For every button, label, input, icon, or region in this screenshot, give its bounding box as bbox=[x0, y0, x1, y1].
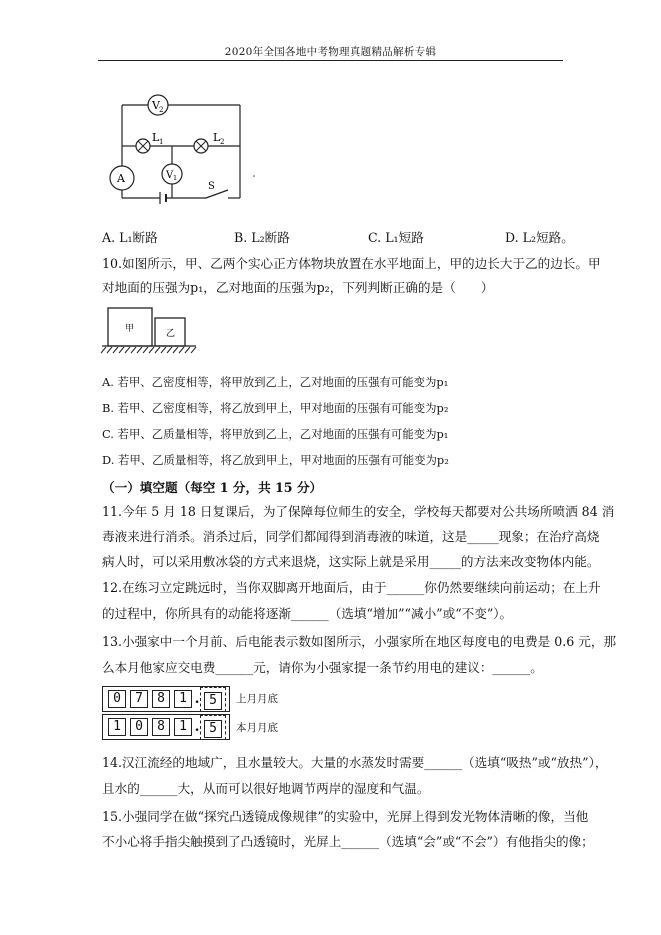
q10-line-2: 对地面的压强为p₁，乙对地面的压强为p₂，下列判断正确的是（ ） bbox=[102, 280, 494, 295]
meter-last-month bbox=[102, 686, 230, 712]
meter-decimal-frame bbox=[200, 715, 226, 740]
lamp-l1 bbox=[136, 131, 163, 153]
q10-line-1: 10.如图所示，甲、乙两个实心正方体物块放置在水平地面上，甲的边长大于乙的边长。甲 bbox=[102, 256, 601, 271]
ammeter-label: A bbox=[117, 172, 125, 185]
q10-option-b: B. 若甲、乙密度相等，将乙放到甲上，甲对地面的压强有可能变为p₂ bbox=[102, 401, 449, 415]
l2-sub: 2 bbox=[220, 138, 225, 146]
decimal-point: . bbox=[194, 691, 200, 707]
meter-this-month-label: 本月月底 bbox=[236, 722, 278, 734]
meter-digit: 7 bbox=[130, 690, 148, 708]
l1-label: L bbox=[152, 131, 160, 144]
block-b-label: 乙 bbox=[166, 329, 176, 339]
meter-digit: 0 bbox=[108, 690, 126, 708]
q13-line-1: 13.小强家中一个月前、后电能表示数如图所示，小强家所在地区每度电的电费是 0.6 元，那 bbox=[102, 634, 617, 649]
q14-line-1: 14.汉江流经的地域广，且水量较大。大量的水蒸发时需要______（选填“吸热”或“放热”）， bbox=[102, 755, 608, 770]
l2-label: L bbox=[213, 131, 221, 144]
block-a-label: 甲 bbox=[125, 324, 135, 334]
decimal-point: . bbox=[194, 719, 200, 735]
q11-line-1: 11.今年 5 月 18 日复课后，为了保障每位师生的安全，学校每天都要对公共场所喷洒 84 消 bbox=[102, 504, 615, 519]
lamp-l2 bbox=[194, 131, 224, 153]
voltmeter-v2 bbox=[148, 95, 168, 115]
meter-last-month-label: 上月月底 bbox=[236, 693, 278, 705]
q9-option-c: C. L₁短路 bbox=[368, 230, 424, 245]
header-rule bbox=[98, 60, 563, 61]
blocks-figure bbox=[100, 306, 200, 358]
q13-line-2: 么本月他家应交电费______元，请你为小强家提一条节约用电的建议：______。 bbox=[102, 660, 543, 675]
meter-digit: 8 bbox=[152, 718, 170, 736]
switch-label: S bbox=[208, 181, 215, 192]
q9-option-b: B. L₂断路 bbox=[234, 230, 290, 245]
meter-decimal-digit: 5 bbox=[204, 720, 222, 738]
q15-line-1: 15.小强同学在做“探究凸透镜成像规律”的实验中，光屏上得到发光物体清晰的像，当他 bbox=[102, 809, 589, 824]
meter-decimal-frame bbox=[200, 687, 226, 712]
ammeter bbox=[110, 166, 134, 190]
v2-sub: 2 bbox=[159, 106, 164, 114]
v2-label: V bbox=[152, 99, 160, 112]
v1-sub: 1 bbox=[173, 174, 178, 182]
q9-option-a: A. L₁断路 bbox=[102, 230, 158, 245]
meter-digit: 1 bbox=[174, 690, 192, 708]
q12-line-1: 12.在练习立定跳远时，当你双脚离开地面后，由于______你仍然要继续向前运动；在上升 bbox=[102, 580, 601, 595]
q10-option-c: C. 若甲、乙质量相等，将甲放到乙上，乙对地面的压强有可能变为p₁ bbox=[102, 427, 449, 441]
section-title: （一）填空题（每空 1 分，共 15 分） bbox=[102, 480, 323, 495]
meter-digit: 1 bbox=[174, 718, 192, 736]
page-header: 2020年全国各地中考物理真题精品解析专辑 bbox=[224, 46, 437, 58]
q11-line-3: 病人时，可以采用敷冰袋的方式来退烧，这实际上就是采用_____的方法来改变物体内能。 bbox=[102, 554, 600, 569]
v1-label: V bbox=[166, 170, 174, 181]
q10-option-a: A. 若甲、乙密度相等，将甲放到乙上，乙对地面的压强有可能变为p₁ bbox=[102, 375, 449, 389]
meter-digit: 1 bbox=[108, 718, 126, 736]
l1-sub: 1 bbox=[159, 138, 164, 146]
q12-line-2: 的过程中，你所具有的动能将逐渐______（选填“增加”“减小”或“不变”）。 bbox=[102, 606, 513, 621]
meter-digit: 0 bbox=[130, 718, 148, 736]
q10-option-d: D. 若甲、乙质量相等，将乙放到甲上，甲对地面的压强有可能变为p₂ bbox=[102, 453, 449, 467]
q11-line-2: 毒液来进行消杀。消杀过后，同学们都闻得到消毒液的味道，这是_____现象；在治疗高烧 bbox=[102, 529, 600, 544]
voltmeter-v1 bbox=[162, 164, 182, 184]
q14-line-2: 且水的______大，从而可以很好地调节两岸的湿度和气温。 bbox=[102, 781, 430, 796]
meter-this-month bbox=[102, 714, 230, 740]
meter-decimal-digit: 5 bbox=[204, 692, 222, 710]
meter-digit: 8 bbox=[152, 690, 170, 708]
q9-option-d: D. L₂短路。 bbox=[505, 230, 574, 245]
circuit-diagram bbox=[100, 88, 270, 213]
q15-line-2: 不小心将手指尖触摸到了凸透镜时，光屏上______（选填“会”或“不会”）有他指尖的像； bbox=[102, 834, 594, 849]
